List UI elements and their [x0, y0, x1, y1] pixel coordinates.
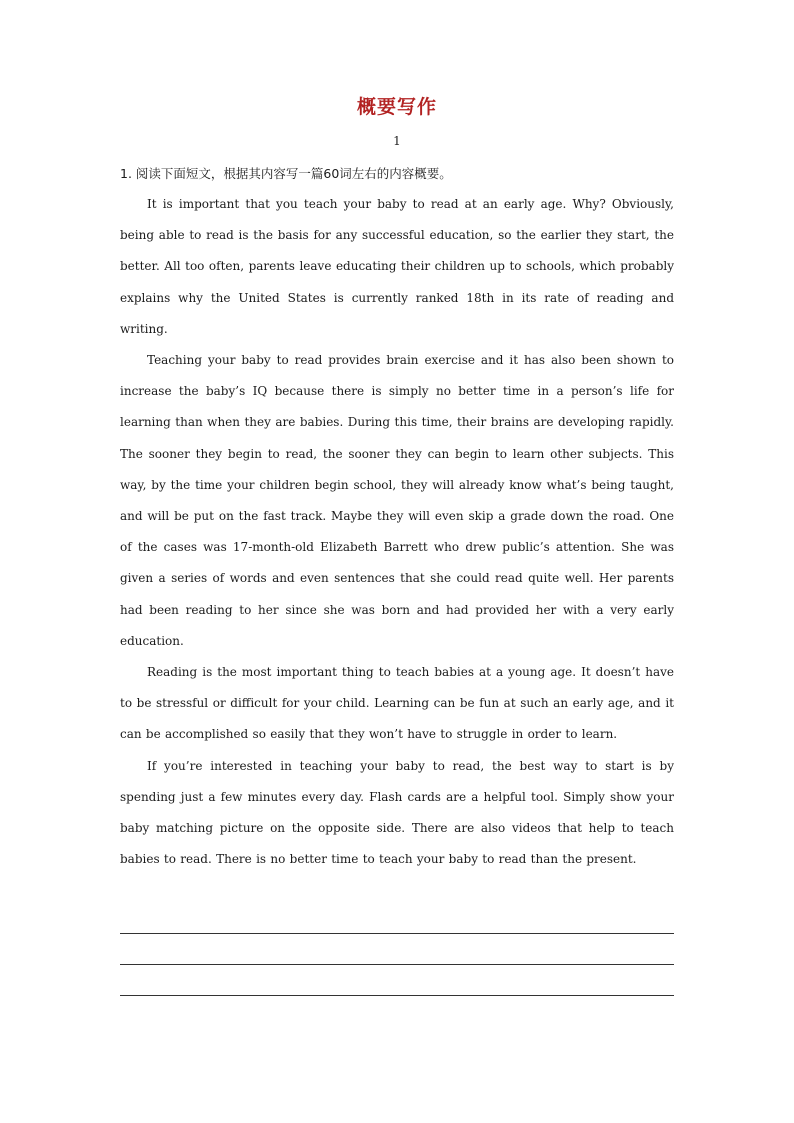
reading-passage: [120, 189, 674, 875]
page-title: 概要写作: [356, 96, 437, 118]
passage-paragraph-3: Reading is the most important thing to teach babies at a young age. It doesn’t have to be stressful or difficult for your child. Learning can be fun at such an early age, and it can be accomplished so easily that they won’t have to struggle in order to learn.: [120, 665, 674, 742]
answer-line-3: [120, 965, 674, 996]
page-number: 1: [393, 134, 401, 148]
content-area: [120, 158, 674, 996]
question-prompt: 1. 阅读下面短文，根据其内容写一篇60词左右的内容概要。: [120, 166, 452, 181]
passage-paragraph-1: It is important that you teach your baby to read at an early age. Why? Obviously, being able to read is the basis for any successful education, so the earlier they start, the better. All too often, parents leave educating their children up to schools, which probably explains why the United States is currently ranked 18th in its rate of reading and writing.: [120, 197, 674, 336]
passage-paragraph-4: If you’re interested in teaching your baby to read, the best way to start is by spending just a few minutes every day. Flash cards are a helpful tool. Simply show your baby matching picture on the opposite side. There are also videos that help to teach babies to read. There is no better time to teach your baby to read than the present.: [120, 758, 674, 867]
answer-area: [120, 903, 674, 996]
answer-line-1: [120, 903, 674, 934]
passage-paragraph-2: Teaching your baby to read provides brain exercise and it has also been shown to increase the baby’s IQ because there is simply no better time in a person’s life for learning than when they are babies. During this time, their brains are developing rapidly. The sooner they begin to read, the sooner they can begin to learn other subjects. This way, by the time your children begin school, they will already know what’s being taught, and will be put on the fast track. Maybe they will even skip a grade down the road. One of the cases was 17-month-old Elizabeth Barrett who drew public’s attention. She was given a series of words and even sentences that she could read quite well. Her parents had been reading to her since she was born and had provided her with a very early education.: [120, 353, 674, 648]
answer-line-2: [120, 934, 674, 965]
